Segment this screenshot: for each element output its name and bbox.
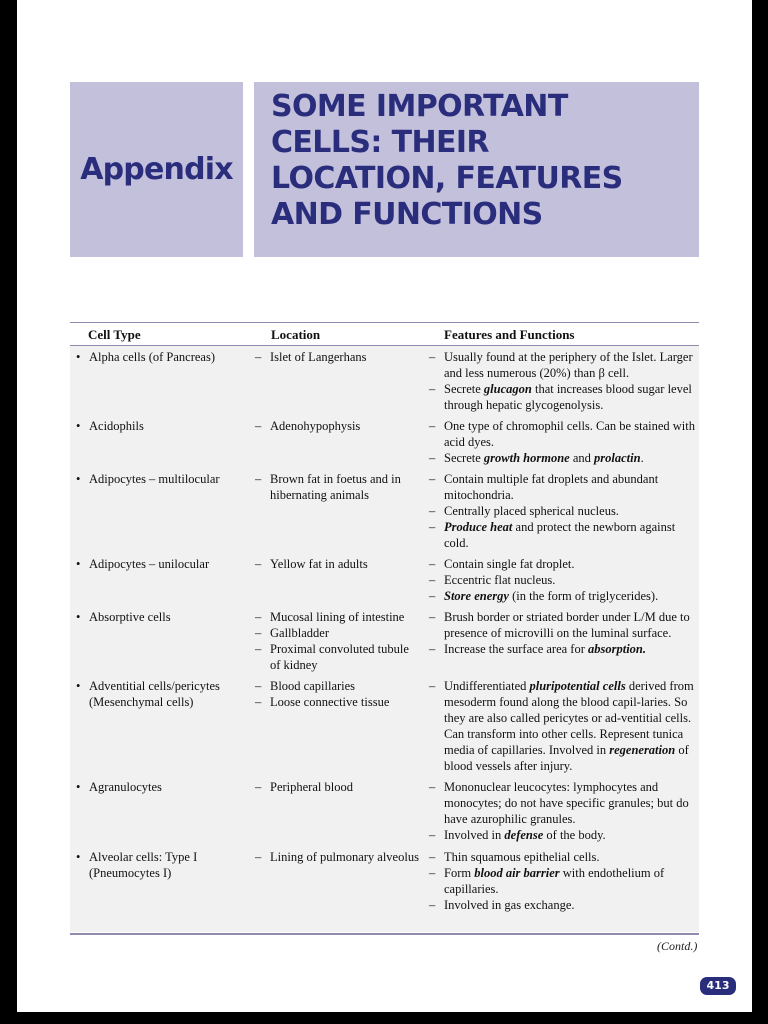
continued-note: (Contd.) [657,939,698,953]
page-number-badge: 413 [700,977,736,995]
bullet-icon: • [76,679,81,693]
location-item: – Islet of Langerhans [255,350,367,364]
bullet-icon: • [76,472,81,486]
chapter-title-line: AND FUNCTIONS [271,197,543,232]
cell-type-text: Adipocytes – unilocular [89,557,210,571]
features-cell [429,471,701,551]
location-item: – Yellow fat in adults [255,557,368,571]
cell-type-text: Agranulocytes [89,780,162,794]
feature-item: – Involved in gas exchange. [429,898,575,912]
location-cell [255,349,420,365]
cell-type-text: Acidophils [89,419,144,433]
bullet-icon: • [76,850,81,864]
feature-item: – One type of chromophil cells. Can be stained with acid dyes. [429,419,695,449]
features-cell [429,349,701,413]
cell-type-cell [76,418,256,434]
location-item: – Peripheral blood [255,780,353,794]
cell-type-cell [76,609,256,625]
cell-type-cell [76,779,256,795]
cell-type-cell [76,556,256,572]
location-item: – Loose connective tissue [255,695,390,709]
location-item: – Mucosal lining of intestine [255,610,405,624]
location-item: – Adenohypophysis [255,419,361,433]
feature-item: – Undifferentiated pluripotential cells derived from mesoderm found along the blood capil-laries. So they are also called pericytes or ad-ventitial cells. Can transform into other cells. Represent tunica media of capillaries. Involved in regeneration of blood vessels after injury. [429,679,694,773]
cell-type-text: (Mesenchymal cells) [89,695,194,709]
chapter-title-line: CELLS: THEIR [271,125,489,160]
cell-type-cell [76,678,256,710]
feature-item: – Centrally placed spherical nucleus. [429,504,619,518]
bullet-icon: • [76,780,81,794]
features-cell [429,678,701,774]
table-top-rule [70,322,699,323]
features-cell [429,849,701,913]
features-cell [429,779,701,843]
feature-item: – Increase the surface area for absorption. [429,642,647,656]
location-cell [255,849,420,865]
column-header-location: Location [271,327,321,342]
location-item: – Lining of pulmonary alveolus [255,850,419,864]
location-cell [255,471,420,503]
feature-item: – Store energy (in the form of triglycerides). [429,589,659,603]
feature-item: – Thin squamous epithelial cells. [429,850,600,864]
cell-type-cell [76,349,256,365]
feature-item: – Usually found at the periphery of the Islet. Larger and less numerous (20%) than β cell. [429,350,693,380]
table-header-rule [70,345,699,346]
location-item: – Brown fat in foetus and in hibernating animals [255,472,401,502]
bullet-icon: • [76,350,81,364]
feature-item: – Form blood air barrier with endothelium of capillaries. [429,866,665,896]
feature-item: – Brush border or striated border under L/M due to presence of microvilli on the luminal surface. [429,610,690,640]
chapter-title-line: LOCATION, FEATURES [271,161,623,196]
features-cell [429,418,701,466]
cell-type-text: Alpha cells (of Pancreas) [89,350,215,364]
feature-item: – Contain single fat droplet. [429,557,575,571]
location-cell [255,556,420,572]
chapter-title-line: SOME IMPORTANT [271,89,568,124]
table-bottom-rule [70,933,699,935]
features-cell [429,609,701,657]
feature-item: – Secrete glucagon that increases blood sugar level through hepatic glycogenolysis. [429,382,692,412]
column-header-features: Features and Functions [444,327,575,342]
cell-type-text: (Pneumocytes I) [89,866,172,880]
location-cell [255,678,420,710]
location-cell [255,418,420,434]
bullet-icon: • [76,610,81,624]
appendix-label: Appendix [80,152,233,187]
location-cell [255,779,420,795]
cell-type-text: Absorptive cells [89,610,171,624]
feature-item: – Secrete growth hormone and prolactin. [429,451,644,465]
feature-item: – Mononuclear leucocytes: lymphocytes and monocytes; do not have specific granules; but do have azurophilic granules. [429,780,689,826]
bullet-icon: • [76,557,81,571]
features-cell [429,556,701,604]
feature-item: – Contain multiple fat droplets and abundant mitochondria. [429,472,659,502]
cell-type-text: Alveolar cells: Type I [89,850,198,864]
location-cell [255,609,420,673]
location-item: – Gallbladder [255,626,330,640]
chapter-title-box [254,82,699,257]
location-item: – Blood capillaries [255,679,356,693]
location-item: – Proximal convoluted tubule of kidney [255,642,409,672]
cell-type-text: Adventitial cells/pericytes [89,679,220,693]
bullet-icon: • [76,419,81,433]
appendix-label-box [70,82,243,257]
column-header-cell-type: Cell Type [88,327,141,342]
feature-item: – Eccentric flat nucleus. [429,573,556,587]
cell-type-text: Adipocytes – multilocular [89,472,220,486]
feature-item: – Produce heat and protect the newborn against cold. [429,520,676,550]
book-page [17,0,752,1012]
feature-item: – Involved in defense of the body. [429,828,606,842]
cell-type-cell [76,471,256,487]
cell-type-cell [76,849,256,881]
